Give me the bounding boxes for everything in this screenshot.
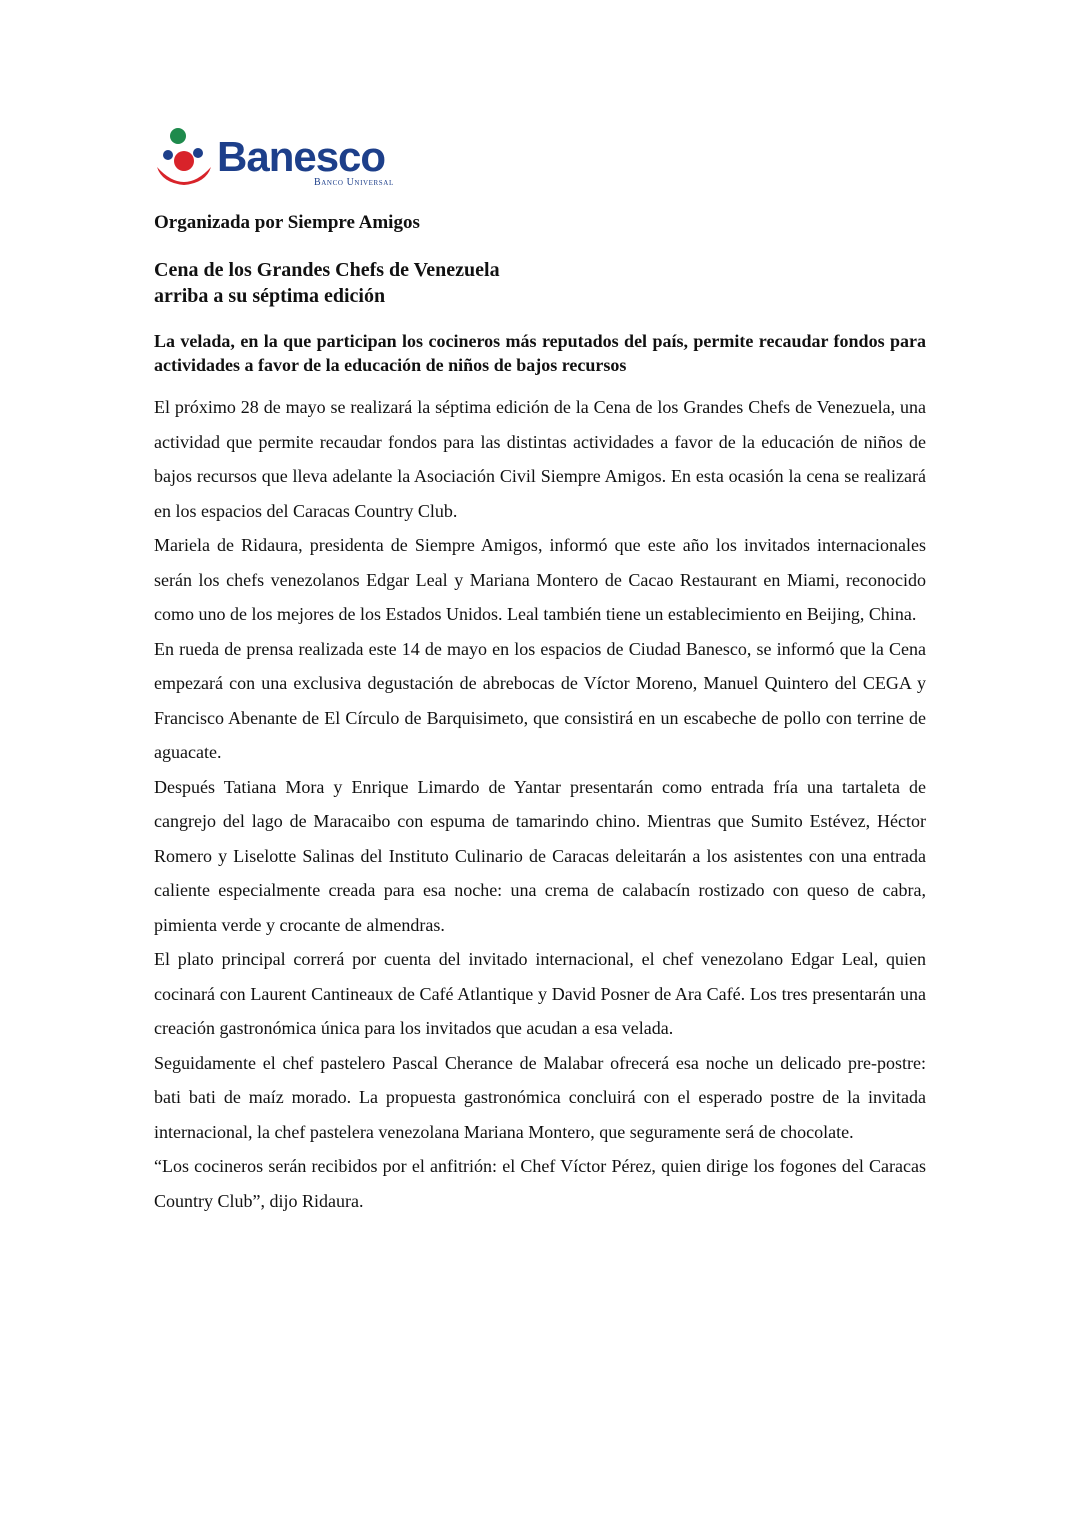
article-body	[154, 390, 926, 1218]
headline-line-1: Cena de los Grandes Chefs de Venezuela	[154, 259, 500, 281]
paragraph: En rueda de prensa realizada este 14 de mayo en los espacios de Ciudad Banesco, se informó que la Cena empezará con una exclusiva degustación de abrebocas de Víctor Moreno, Manuel Quintero del CEGA y Francisco Abenante de El Círculo de Barquisimeto, que consistirá en un escabeche de pollo con terrine de aguacate.	[154, 638, 926, 762]
paragraph: Seguidamente el chef pastelero Pascal Cherance de Malabar ofrecerá esa noche un delicado pre-postre: bati bati de maíz morado. La propuesta gastronómica concluirá con el esperado postre de la invitada internacional, la chef pastelera venezolana Mariana Montero, que seguramente será de chocolate.	[154, 1052, 926, 1142]
headline-line-2: arriba a su séptima edición	[154, 285, 386, 307]
banesco-logo	[154, 125, 444, 191]
logo-tagline: Banco Universal	[314, 177, 394, 188]
logo-wordmark: Banesco	[217, 133, 386, 180]
paragraph: El próximo 28 de mayo se realizará la séptima edición de la Cena de los Grandes Chefs de Venezuela, una actividad que permite recaudar fondos para las distintas actividades a favor de la educación de niños de bajos recursos que lleva adelante la Asociación Civil Siempre Amigos. En esta ocasión la cena se realizará en los espacios del Caracas Country Club.	[154, 397, 926, 521]
subheadline: La velada, en la que participan los cocineros más reputados del país, permite recaudar fondos para actividades a favor de la educación de niños de bajos recursos	[154, 331, 926, 375]
paragraph: Después Tatiana Mora y Enrique Limardo de Yantar presentarán como entrada fría una tartaleta de cangrejo del lago de Maracaibo con espuma de tamarindo chino. Mientras que Sumito Estévez, Héctor Romero y Liselotte Salinas del Instituto Culinario de Caracas deleitarán a los asistentes con una entrada caliente especialmente creada para esa noche: una crema de calabacín rostizado con queso de cabra, pimienta verde y crocante de almendras.	[154, 776, 926, 935]
banesco-emblem-icon	[154, 127, 214, 189]
headline	[154, 257, 926, 309]
document-page	[154, 125, 926, 1218]
paragraph: Mariela de Ridaura, presidenta de Siempre Amigos, informó que este año los invitados internacionales serán los chefs venezolanos Edgar Leal y Mariana Montero de Cacao Restaurant en Miami, reconocido como uno de los mejores de los Estados Unidos. Leal también tiene un establecimiento en Beijing, China.	[154, 535, 926, 624]
paragraph: El plato principal correrá por cuenta del invitado internacional, el chef venezolano Edgar Leal, quien cocinará con Laurent Cantineaux de Café Atlantique y David Posner de Ara Café. Los tres presentarán una creación gastronómica única para los invitados que acudan a esa velada.	[154, 949, 926, 1038]
organizer-line: Organizada por Siempre Amigos	[154, 212, 420, 233]
paragraph: “Los cocineros serán recibidos por el anfitrión: el Chef Víctor Pérez, quien dirige los fogones del Caracas Country Club”, dijo Ridaura.	[154, 1156, 926, 1211]
